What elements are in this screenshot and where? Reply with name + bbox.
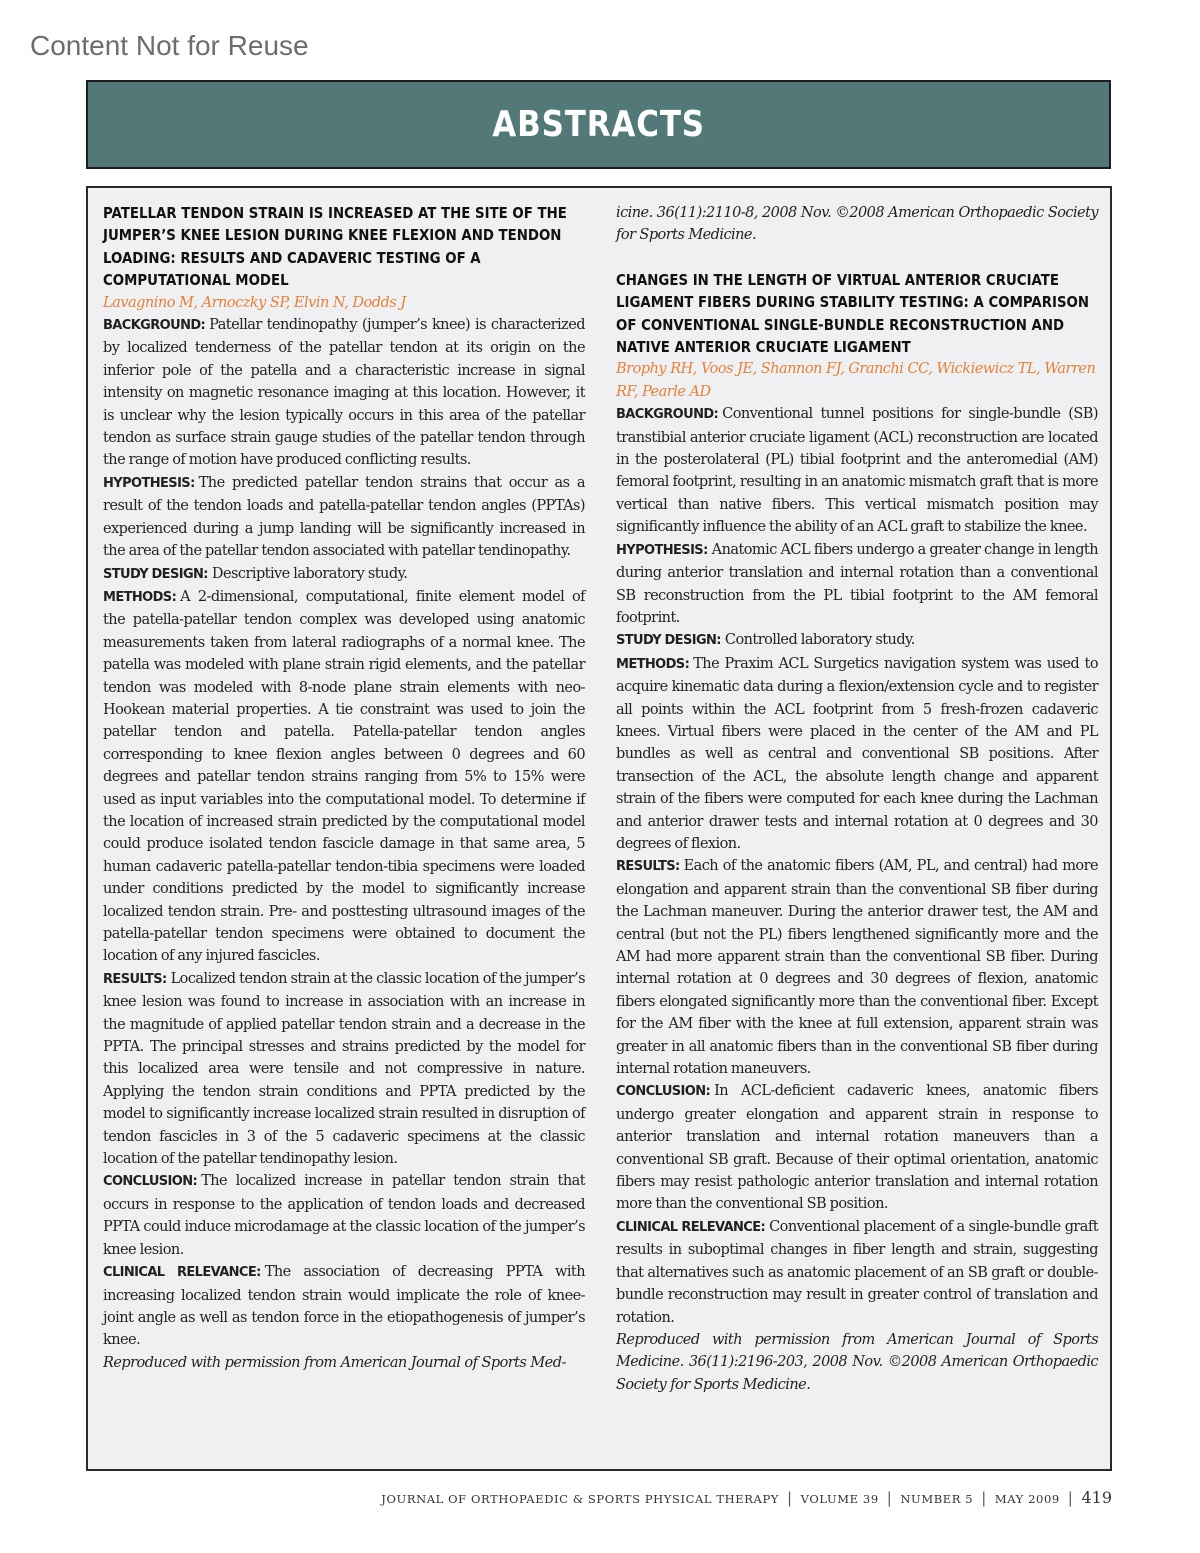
journal-date: MAY 2009 <box>994 1492 1060 1506</box>
abstract-1-methods <box>103 586 585 968</box>
abstract-1-title: PATELLAR TENDON STRAIN IS INCREASED AT THE SITE OF THE JUMPER’S KNEE LESION DURING KNEE FLEXION AND TENDON LOADING: RESULTS AND CADAVERIC TESTING OF A COMPUTATIONAL MODEL <box>103 204 567 290</box>
section-label: CONCLUSION: <box>103 1174 198 1190</box>
abstract-2-title: CHANGES IN THE LENGTH OF VIRTUAL ANTERIOR CRUCIATE LIGAMENT FIBERS DURING STABILITY TESTING: A COMPARISON OF CONVENTIONAL SINGLE-BUNDLE RECONSTRUCTION AND NATIVE ANTERIOR CRUCIATE LIGAMENT <box>616 270 1090 357</box>
abstract-2-reproduced-note: Reproduced with permission from American Journal of Sports Medicine. 36(11):2196-203, 2008 Nov. ©2008 American Orthopaedic Society for Sports Medicine. <box>616 1331 1098 1393</box>
abstract-2-results <box>616 855 1098 1080</box>
abstract-1-reproduced-note: Reproduced with permission from American Journal of Sports Med- <box>103 1354 566 1371</box>
footer-separator: | <box>786 1489 793 1507</box>
section-label: STUDY DESIGN: <box>616 633 721 649</box>
section-text: Each of the anatomic fibers (AM, PL, and central) had more elongation and apparent strain than the conventional SB fiber during the Lachman maneuver. During the anterior drawer test, the AM and central (but not the PL) fibers lengthened significantly more and the AM had more apparent strain than the conventional SB fiber. During internal rotation at 0 degrees and 30 degrees of flexion, anatomic fibers elongated significantly more than the conventional fiber. Except for the AM fiber with the knee at full extension, apparent strain was greater in all anatomic fibers than in the conventional SB fiber during internal rotation maneuvers. <box>616 858 1098 1078</box>
abstract-1-hypothesis <box>103 472 585 563</box>
footer-separator: | <box>886 1489 893 1507</box>
abstract-2-authors: Brophy RH, Voos JE, Shannon FJ, Granchi CC, Wickiewicz TL, Warren RF, Pearle AD <box>616 361 1096 400</box>
section-text: Conventional placement of a single-bundle graft results in suboptimal changes in fiber length and strain, suggesting that alternatives such as anatomic placement of an SB graft or double-bundle reconstruction may result in greater control of translation and rotation. <box>616 1218 1098 1326</box>
section-label: CLINICAL RELEVANCE: <box>616 1219 766 1235</box>
abstract-1-results <box>103 968 585 1171</box>
section-text: Descriptive laboratory study. <box>211 565 408 582</box>
section-title: ABSTRACTS <box>492 104 705 145</box>
section-label: RESULTS: <box>103 971 167 987</box>
section-label: HYPOTHESIS: <box>103 475 195 491</box>
section-text: The association of decreasing PPTA with increasing localized tendon strain would implicate the role of knee-joint angle as well as tendon force in the etiopathogenesis of jumper’s knee. <box>103 1264 585 1349</box>
section-text: Patellar tendinopathy (jumper’s knee) is characterized by localized tenderness of the patellar tendon at its origin on the inferior pole of the patella and a characteristic increase in signal intensity on magnetic resonance imaging at this location. However, it is unclear why the lesion typically occurs in this area of the patellar tendon as surface strain gauge studies of the patellar tendon through the range of motion have produced conflicting results. <box>103 317 585 469</box>
abstract-1-reproduced-continued: icine. 36(11):2110-8, 2008 Nov. ©2008 American Orthopaedic Society for Sports Medicine. <box>616 205 1098 244</box>
section-label: HYPOTHESIS: <box>616 542 708 558</box>
abstract-1-clinical-relevance <box>103 1261 585 1352</box>
abstract-2-study-design <box>616 629 1098 652</box>
abstract-1-conclusion <box>103 1170 585 1261</box>
page-footer <box>381 1488 1112 1507</box>
section-text: The localized increase in patellar tendon strain that occurs in response to the application of tendon loads and decreased PPTA could induce microdamage at the classic location of the jumper’s knee lesion. <box>103 1173 585 1258</box>
section-label: METHODS: <box>103 589 177 605</box>
abstract-2-conclusion <box>616 1080 1098 1215</box>
section-label: BACKGROUND: <box>103 318 206 334</box>
section-text: A 2-dimensional, computational, finite element model of the patella-patellar tendon complex was developed using anatomic measurements taken from lateral radiographs of a normal knee. The patella was modeled with plane strain rigid elements, and the patellar tendon was modeled with 8-node plane strain elements with neo-Hookean material properties. A tie constraint was used to join the patellar tendon and patella. Patella-patellar tendon angles corresponding to knee flexion angles between 0 degrees and 60 degrees and patellar tendon strains ranging from 5% to 15% were used as input variables into the computational model. To determine if the location of increased strain predicted by the computational model could produce isolated tendon fascicle damage in that same area, 5 human cadaveric patella-patellar tendon-tibia specimens were loaded under conditions predicted by the model to significantly increase localized tendon strain. Pre- and posttesting ultrasound images of the patella-patellar tendon specimens were obtained to document the location of any injured fascicles. <box>103 588 585 965</box>
footer-separator: | <box>1067 1489 1074 1507</box>
abstract-2-body <box>616 403 1098 1396</box>
abstract-spacer <box>616 247 1098 269</box>
section-text: The predicted patellar tendon strains that occur as a result of the tendon loads and patella-patellar tendon angles (PPTAs) experienced during a jump landing will be significantly increased in the area of the patellar tendon associated with patellar tendinopathy. <box>103 474 585 560</box>
journal-volume: VOLUME 39 <box>800 1492 879 1506</box>
section-label: CONCLUSION: <box>616 1084 711 1100</box>
section-label: METHODS: <box>616 656 690 672</box>
right-column <box>616 202 1098 1396</box>
section-label: CLINICAL RELEVANCE: <box>103 1265 261 1281</box>
watermark-text: Content Not for Reuse <box>30 30 309 61</box>
abstract-1-study-design <box>103 563 585 586</box>
abstract-1-background <box>103 314 585 472</box>
page-number: 419 <box>1081 1488 1112 1507</box>
section-text: Conventional tunnel positions for single-bundle (SB) transtibial anterior cruciate ligament (ACL) reconstruction are located in the posterolateral (PL) tibial footprint and the anteromedial (AM) femoral footprint, resulting in an anatomic mismatch graft that is more vertical than native fibers. This vertical mismatch position may significantly influence the ability of an ACL graft to stabilize the knee. <box>616 406 1098 536</box>
section-banner <box>86 80 1111 169</box>
left-column <box>103 202 585 1374</box>
abstract-2-methods <box>616 653 1098 856</box>
section-text: Localized tendon strain at the classic location of the jumper’s knee lesion was found to increase in association with an increase in the magnitude of applied patellar tendon strain and a decrease in the PPTA. The principal stresses and strains predicted by the model for this localized area were tensile and not compressive in nature. Applying the tendon strain conditions and PPTA predicted by the model to significantly increase localized strain resulted in disruption of tendon fascicles in 3 of the 5 cadaveric specimens at the classic location of the patellar tendinopathy lesion. <box>103 970 585 1168</box>
abstract-1-authors: Lavagnino M, Arnoczky SP, Elvin N, Dodds J <box>103 294 406 311</box>
journal-name: JOURNAL OF ORTHOPAEDIC & SPORTS PHYSICAL THERAPY <box>381 1492 779 1506</box>
section-text: Controlled laboratory study. <box>724 632 915 649</box>
section-label: BACKGROUND: <box>616 407 719 423</box>
section-label: STUDY DESIGN: <box>103 566 208 582</box>
abstract-1-body <box>103 314 585 1374</box>
abstracts-panel <box>86 186 1112 1471</box>
abstract-2-hypothesis <box>616 539 1098 630</box>
journal-number: NUMBER 5 <box>900 1492 974 1506</box>
section-text: In ACL-deficient cadaveric knees, anatomic fibers undergo greater elongation and apparent strain in response to anterior translation and internal rotation maneuvers than a conventional SB graft. Because of their optimal orientation, anatomic fibers may resist pathologic anterior translation and internal rotation more than the conventional SB position. <box>616 1083 1098 1213</box>
abstract-2-background <box>616 403 1098 538</box>
section-label: RESULTS: <box>616 859 680 875</box>
section-text: The Praxim ACL Surgetics navigation system was used to acquire kinematic data during a flexion/extension cycle and to register all points within the ACL footprint from 5 fresh-frozen cadaveric knees. Virtual fibers were placed in the center of the AM and PL bundles as well as central and conventional SB positions. After transection of the ACL, the absolute length change and apparent strain of the fibers were computed for each knee during the Lachman and anterior drawer tests and internal rotation at 0 degrees and 30 degrees of flexion. <box>616 655 1098 852</box>
abstract-2-clinical-relevance <box>616 1216 1098 1329</box>
section-text: Anatomic ACL fibers undergo a greater change in length during anterior translation and internal rotation than a conventional SB reconstruction from the PL tibial footprint to the AM femoral footprint. <box>616 541 1098 626</box>
footer-separator: | <box>981 1489 987 1507</box>
